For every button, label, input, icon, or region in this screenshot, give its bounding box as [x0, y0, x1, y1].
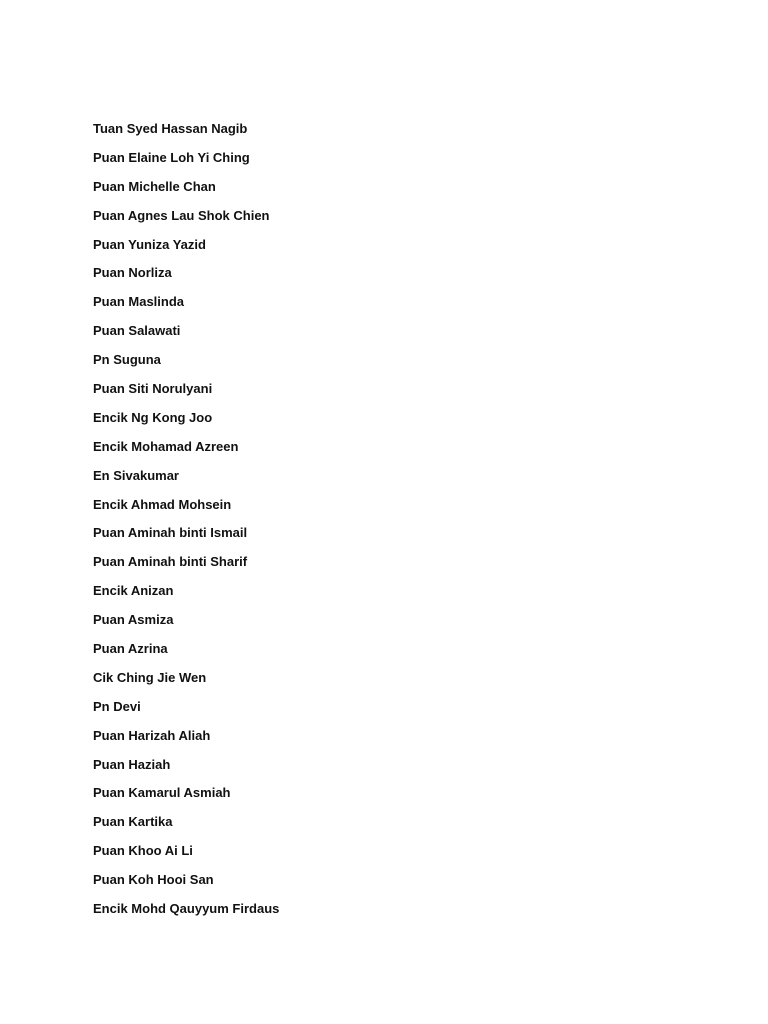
list-item: Cik Ching Jie Wen	[93, 669, 207, 685]
list-item: Puan Asmiza	[93, 612, 174, 628]
list-item: Puan Michelle Chan	[93, 178, 216, 194]
list-item: Puan Norliza	[93, 265, 172, 281]
list-item: Puan Salawati	[93, 323, 181, 339]
list-item: Pn Devi	[93, 698, 141, 714]
list-item: Puan Elaine Loh Yi Ching	[93, 149, 250, 165]
list-item: Encik Mohd Qauyyum Firdaus	[93, 901, 280, 917]
list-item: Puan Harizah Aliah	[93, 727, 211, 743]
list-item: En Sivakumar	[93, 467, 179, 483]
list-item: Puan Kamarul Asmiah	[93, 785, 231, 801]
list-item: Puan Aminah binti Sharif	[93, 554, 248, 570]
list-item: Puan Aminah binti Ismail	[93, 525, 248, 541]
list-item: Puan Yuniza Yazid	[93, 236, 206, 252]
list-item: Puan Khoo Ai Li	[93, 843, 193, 859]
list-item: Puan Siti Norulyani	[93, 381, 213, 397]
list-item: Pn Suguna	[93, 352, 161, 368]
list-item: Puan Azrina	[93, 641, 168, 657]
list-item: Puan Haziah	[93, 756, 171, 772]
list-item: Encik Ahmad Mohsein	[93, 496, 232, 512]
list-item: Puan Koh Hooi San	[93, 872, 214, 888]
list-item: Tuan Syed Hassan Nagib	[93, 121, 248, 136]
list-item: Puan Kartika	[93, 814, 173, 830]
list-item: Puan Maslinda	[93, 294, 185, 310]
list-item: Puan Agnes Lau Shok Chien	[93, 207, 270, 223]
list-item: Encik Mohamad Azreen	[93, 438, 239, 454]
list-item: Encik Ng Kong Joo	[93, 409, 213, 425]
list-item: Encik Anizan	[93, 583, 174, 599]
name-list	[93, 119, 279, 928]
